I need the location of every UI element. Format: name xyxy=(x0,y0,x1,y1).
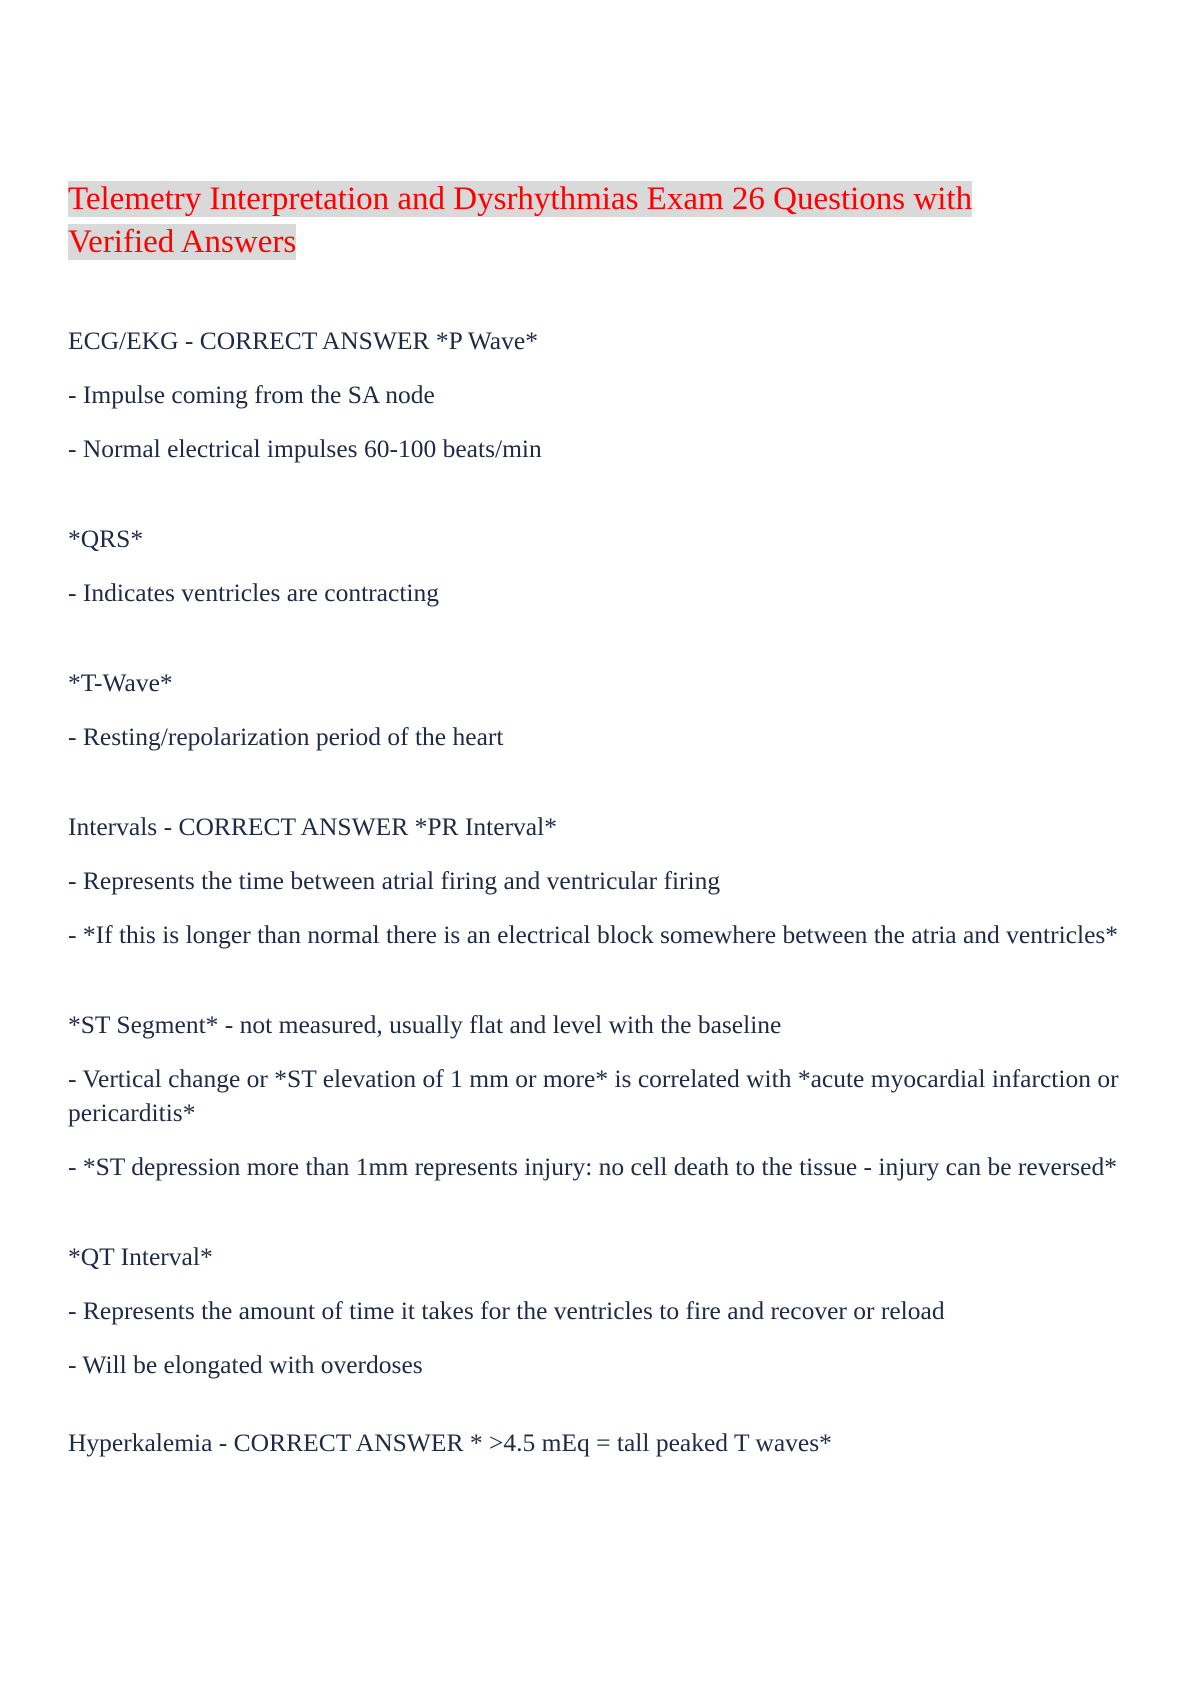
paragraph: ECG/EKG - CORRECT ANSWER *P Wave* xyxy=(68,326,538,355)
paragraph: - Normal electrical impulses 60-100 beats/min xyxy=(68,434,542,463)
spacer xyxy=(68,972,1128,1008)
paragraph: - *ST depression more than 1mm represents injury: no cell death to the tissue - injury can be reversed* xyxy=(68,1152,1117,1181)
paragraph: *ST Segment* - not measured, usually flat and level with the baseline xyxy=(68,1010,782,1039)
paragraph: *QT Interval* xyxy=(68,1242,213,1271)
document-body xyxy=(68,324,1128,1460)
document-page xyxy=(68,178,1128,1480)
paragraph: - Will be elongated with overdoses xyxy=(68,1350,423,1379)
paragraph: - *If this is longer than normal there is an electrical block somewhere between the atria and ventricles* xyxy=(68,920,1119,949)
paragraph: - Represents the amount of time it takes for the ventricles to fire and recover or reload xyxy=(68,1296,945,1325)
title-line-1: Telemetry Interpretation and Dysrhythmias Exam 26 Questions with xyxy=(68,181,973,217)
spacer xyxy=(68,1402,1128,1426)
title-line-2: Verified Answers xyxy=(68,224,297,260)
paragraph: - Represents the time between atrial firing and ventricular firing xyxy=(68,866,721,895)
spacer xyxy=(68,486,1128,522)
paragraph: *QRS* xyxy=(68,524,144,553)
paragraph: Intervals - CORRECT ANSWER *PR Interval* xyxy=(68,812,557,841)
paragraph: *T-Wave* xyxy=(68,668,173,697)
spacer xyxy=(68,630,1128,666)
paragraph: - Resting/repolarization period of the heart xyxy=(68,722,504,751)
paragraph: Hyperkalemia - CORRECT ANSWER * >4.5 mEq = tall peaked T waves* xyxy=(68,1428,832,1457)
spacer xyxy=(68,1204,1128,1240)
spacer xyxy=(68,774,1128,810)
paragraph: - Impulse coming from the SA node xyxy=(68,380,435,409)
document-title xyxy=(68,178,1128,264)
paragraph: - Indicates ventricles are contracting xyxy=(68,578,439,607)
paragraph: - Vertical change or *ST elevation of 1 mm or more* is correlated with *acute myocardial infarction or pericarditis* xyxy=(68,1064,1119,1127)
